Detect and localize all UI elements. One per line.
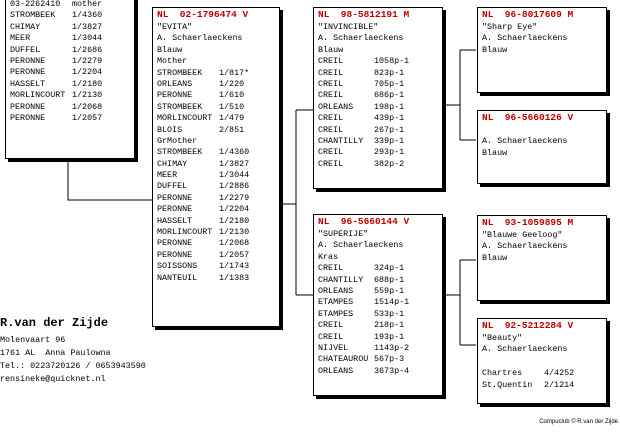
result-location: NANTEUIL <box>157 272 198 283</box>
result-row <box>153 170 279 181</box>
result-location: SOISSONS <box>157 261 198 272</box>
result-row <box>314 159 442 170</box>
result-row <box>314 147 442 158</box>
result-location: ORLEANS <box>318 365 354 376</box>
result-row <box>314 354 442 365</box>
result-location: DUFFEL <box>157 181 188 192</box>
gp2-spacer <box>478 125 606 136</box>
result-row <box>314 286 442 297</box>
result-location: MEER <box>157 170 178 181</box>
result-row <box>153 273 279 284</box>
result-location: ETAMPES <box>318 297 354 308</box>
result-location: Chartres <box>482 368 523 379</box>
evita-card <box>152 7 280 327</box>
result-placing: 1514p-1 <box>374 297 410 308</box>
result-location: CREIL <box>318 67 344 78</box>
result-row <box>6 56 134 67</box>
superije-breeder: A. Schaerlaeckens <box>318 240 404 251</box>
result-row <box>153 227 279 238</box>
result-placing: 823p-1 <box>374 67 405 78</box>
result-row <box>153 102 279 113</box>
result-location: PERONNE <box>157 249 193 260</box>
result-placing: 2/1214 <box>544 379 575 390</box>
superije-card <box>313 214 443 396</box>
result-location: HASSELT <box>10 78 46 89</box>
result-location: STROMBEEK <box>157 147 203 158</box>
result-location: PERONNE <box>157 204 193 215</box>
result-row <box>153 159 279 170</box>
result-location: MORLINCOURT <box>157 113 213 124</box>
result-location: STROMBEEK <box>10 10 56 21</box>
result-row <box>153 181 279 192</box>
result-location: CHANTILLY <box>318 135 364 146</box>
result-location: CREIL <box>318 56 344 67</box>
result-location: ETAMPES <box>318 308 354 319</box>
result-placing: 3673p-4 <box>374 365 410 376</box>
result-row <box>314 136 442 147</box>
result-placing: 218p-1 <box>374 320 405 331</box>
blauwe-geeloog-color: Blauw <box>482 252 508 263</box>
result-placing: 1/2130 <box>72 90 103 101</box>
result-row <box>153 193 279 204</box>
result-row <box>6 45 134 56</box>
result-row <box>153 79 279 90</box>
result-row <box>6 67 134 78</box>
result-location: CREIL <box>318 113 344 124</box>
result-placing: 1/510 <box>219 101 245 112</box>
result-placing: 4/4252 <box>544 368 575 379</box>
invincible-breeder: A. Schaerlaeckens <box>318 33 404 44</box>
result-location: NIJVEL <box>318 342 349 353</box>
result-placing: 1/2279 <box>219 192 250 203</box>
result-placing: 1/2279 <box>72 55 103 66</box>
blauwe-geeloog-ring-number: NL 93-1059895 M <box>482 217 574 228</box>
result-placing: 1/3827 <box>219 158 250 169</box>
evita-grandmother-label: GrMother <box>157 135 198 146</box>
gp2-color: Blauw <box>482 147 508 158</box>
result-location: CHIMAY <box>157 158 188 169</box>
result-row <box>153 147 279 158</box>
result-location: CHANTILLY <box>318 274 364 285</box>
result-row <box>314 332 442 343</box>
result-row <box>314 343 442 354</box>
result-row <box>314 125 442 136</box>
result-placing: 686p-1 <box>374 90 405 101</box>
result-location: PERONNE <box>157 90 193 101</box>
result-placing: 688p-1 <box>374 274 405 285</box>
result-row <box>153 113 279 124</box>
blauwe-geeloog-name: "Blauwe Geeloog" <box>482 230 563 240</box>
result-row <box>6 113 134 124</box>
result-row <box>314 113 442 124</box>
result-row <box>153 250 279 261</box>
result-location: CREIL <box>318 331 344 342</box>
result-location: CREIL <box>318 124 344 135</box>
result-placing: 1/2180 <box>219 215 250 226</box>
result-placing: 1/479 <box>219 113 245 124</box>
blauwe-geeloog-card <box>477 215 607 301</box>
credit-text: Compuclub © R.van der Zijde <box>539 419 618 425</box>
result-location: PERONNE <box>10 112 46 123</box>
sharp-eye-color: Blauw <box>482 44 508 55</box>
result-location: DUFFEL <box>10 44 41 55</box>
result-location: PERONNE <box>157 238 193 249</box>
result-placing: 1/2886 <box>219 181 250 192</box>
beauty-ring-number: NL 92-5212284 V <box>482 320 574 331</box>
result-location: CREIL <box>318 158 344 169</box>
result-placing: 705p-1 <box>374 78 405 89</box>
result-row <box>314 79 442 90</box>
result-placing: 193p-1 <box>374 331 405 342</box>
result-row <box>314 320 442 331</box>
result-placing: 1/2057 <box>72 112 103 123</box>
gp2-ring-number: NL 96-5660126 V <box>482 112 574 123</box>
result-placing: 1/2068 <box>219 238 250 249</box>
result-row <box>6 0 134 10</box>
result-location: CREIL <box>318 90 344 101</box>
result-row <box>6 79 134 90</box>
result-placing: 324p-1 <box>374 263 405 274</box>
result-placing: 1/2057 <box>219 249 250 260</box>
result-placing: 1143p-2 <box>374 342 410 353</box>
result-row <box>153 261 279 272</box>
result-location: STROMBEEK <box>157 101 203 112</box>
result-row <box>314 366 442 377</box>
result-location: CREIL <box>318 263 344 274</box>
result-row <box>314 102 442 113</box>
result-row <box>314 90 442 101</box>
result-placing: 339p-1 <box>374 135 405 146</box>
result-row <box>6 102 134 113</box>
result-location: St.Quentin <box>482 379 533 390</box>
result-row <box>478 380 606 391</box>
result-placing: 1/2130 <box>219 227 250 238</box>
result-row <box>478 368 606 379</box>
result-row <box>153 125 279 136</box>
result-location: MEER <box>10 33 31 44</box>
result-placing: 293p-1 <box>374 147 405 158</box>
result-placing: 1/2686 <box>72 44 103 55</box>
result-placing: 439p-1 <box>374 113 405 124</box>
invincible-ring-number: NL 98-5812191 M <box>318 9 410 20</box>
result-location: HASSELT <box>157 215 193 226</box>
result-location: CHATEAUROU <box>318 354 369 365</box>
beauty-breeder: A. Schaerlaeckens <box>482 344 568 355</box>
result-location: PERONNE <box>10 55 46 66</box>
result-row <box>153 68 279 79</box>
owner-name: R.van der Zijde <box>0 316 109 330</box>
superije-ring-number: NL 96-5660144 V <box>318 216 410 227</box>
invincible-name: "INVINCIBLE" <box>318 22 379 32</box>
result-placing: 382p-2 <box>374 158 405 169</box>
result-location: 03-2262410 <box>10 0 61 9</box>
result-location: MORLINCOURT <box>10 90 66 101</box>
result-placing: 1/3827 <box>72 21 103 32</box>
owner-phone: Tel.: 0223720126 / 0653943590 <box>0 361 146 371</box>
result-location: PERONNE <box>10 101 46 112</box>
invincible-color: Blauw <box>318 44 344 55</box>
sharp-eye-name: "Sharp Eye" <box>482 22 538 32</box>
beauty-spacer <box>478 356 606 367</box>
result-row <box>314 297 442 308</box>
sharp-eye-breeder: A. Schaerlaeckens <box>482 33 568 44</box>
result-placing: 1/4360 <box>72 10 103 21</box>
result-row <box>153 216 279 227</box>
result-row <box>6 22 134 33</box>
result-location: PERONNE <box>157 192 193 203</box>
top-left-card <box>5 0 135 159</box>
result-placing: 567p-3 <box>374 354 405 365</box>
result-location: CHIMAY <box>10 21 41 32</box>
result-placing: 1058p-1 <box>374 56 410 67</box>
result-location: ORLEANS <box>318 101 354 112</box>
owner-street: Molenvaart 96 <box>0 335 66 345</box>
evita-mother-label: Mother <box>157 56 188 67</box>
result-row <box>6 33 134 44</box>
gp2-breeder: A. Schaerlaeckens <box>482 136 568 147</box>
result-location: CREIL <box>318 78 344 89</box>
result-row <box>314 68 442 79</box>
invincible-card <box>313 7 443 189</box>
evita-breeder: A. Schaerlaeckens <box>157 33 243 44</box>
owner-contact-block <box>0 316 146 386</box>
result-placing: 1/2204 <box>219 204 250 215</box>
result-placing: 1/817* <box>219 67 250 78</box>
owner-email[interactable]: rensineke@quicknet.nl <box>0 374 106 384</box>
result-placing: 198p-1 <box>374 101 405 112</box>
result-placing: 1/220 <box>219 78 245 89</box>
result-location: ORLEANS <box>318 285 354 296</box>
result-placing: 267p-1 <box>374 124 405 135</box>
result-placing: 1/4360 <box>219 147 250 158</box>
result-row <box>314 275 442 286</box>
result-row <box>314 263 442 274</box>
beauty-card <box>477 318 607 404</box>
result-placing: mother <box>72 0 103 9</box>
result-row <box>314 309 442 320</box>
result-placing: 1/2068 <box>72 101 103 112</box>
evita-name: "EVITA" <box>157 22 193 32</box>
sharp-eye-ring-number: NL 96-8017609 M <box>482 9 574 20</box>
result-location: CREIL <box>318 147 344 158</box>
sharp-eye-card <box>477 7 607 93</box>
result-placing: 533p-1 <box>374 308 405 319</box>
evita-ring-number: NL 02-1796474 V <box>157 9 249 20</box>
result-placing: 1/1743 <box>219 261 250 272</box>
result-location: STROMBEEK <box>157 67 203 78</box>
result-row <box>6 90 134 101</box>
result-placing: 1/2180 <box>72 78 103 89</box>
beauty-name: "Beauty" <box>482 333 523 343</box>
owner-city: 1761 AL Anna Paulowna <box>0 348 111 358</box>
result-placing: 1/3044 <box>72 33 103 44</box>
result-location: MORLINCOURT <box>157 227 213 238</box>
result-row <box>6 10 134 21</box>
superije-name: "SUPERIJE" <box>318 229 369 239</box>
result-placing: 559p-1 <box>374 285 405 296</box>
result-row <box>153 204 279 215</box>
superije-color: Kras <box>318 251 339 262</box>
result-placing: 2/851 <box>219 124 245 135</box>
blauwe-geeloog-breeder: A. Schaerlaeckens <box>482 241 568 252</box>
result-row <box>153 90 279 101</box>
evita-color: Blauw <box>157 44 183 55</box>
result-location: ORLEANS <box>157 78 193 89</box>
result-location: BLOIS <box>157 124 183 135</box>
gp2-card <box>477 110 607 184</box>
result-row <box>314 56 442 67</box>
result-placing: 1/1383 <box>219 272 250 283</box>
result-row <box>153 238 279 249</box>
result-placing: 1/610 <box>219 90 245 101</box>
result-location: CREIL <box>318 320 344 331</box>
result-placing: 1/2204 <box>72 67 103 78</box>
result-location: PERONNE <box>10 67 46 78</box>
result-placing: 1/3044 <box>219 170 250 181</box>
